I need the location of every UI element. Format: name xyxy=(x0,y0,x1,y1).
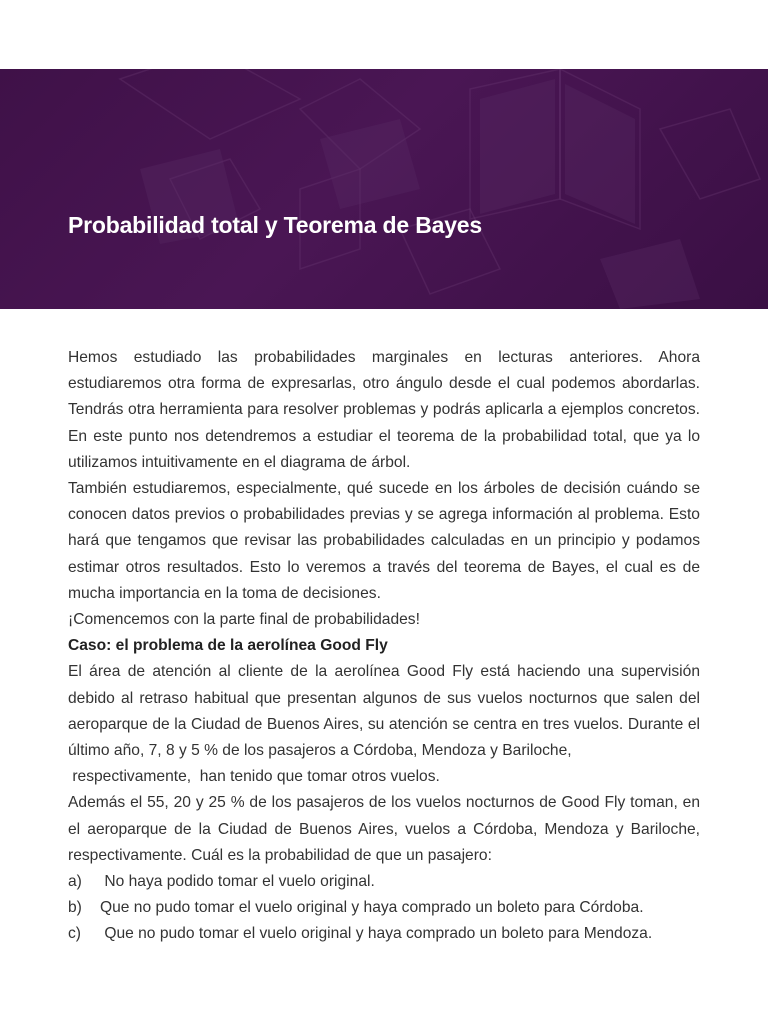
question-item-c xyxy=(68,921,700,947)
question-text-c: Que no pudo tomar el vuelo original y haya comprado un boleto para Mendoza. xyxy=(100,925,653,943)
question-text-a: No haya podido tomar el vuelo original. xyxy=(100,873,375,891)
closing-line: ¡Comencemos con la parte final de probabilidades! xyxy=(68,611,420,629)
question-marker-b: b) xyxy=(68,899,82,917)
case-paragraph-1-tail: respectivamente, han tenido que tomar otros vuelos. xyxy=(68,768,440,786)
question-text-b: Que no pudo tomar el vuelo original y haya comprado un boleto para Córdoba. xyxy=(100,899,644,917)
question-marker-c: c) xyxy=(68,925,81,943)
case-heading: Caso: el problema de la aerolínea Good Fly xyxy=(68,637,388,655)
intro-paragraph: Hemos estudiado las probabilidades marginales en lecturas anteriores. Ahora estudiaremos otra forma de expresarlas, otro ángulo desde el cual podemos abordarlas. Tendrás otra herramienta para resolver problemas y podrás aplicarla a ejemplos concretos. En este punto nos detendremos a estudiar el teorema de la probabilidad total, que ya lo utilizamos intuitivamente en el diagrama de árbol. xyxy=(68,349,700,471)
case-paragraph-2: Además el 55, 20 y 25 % de los pasajeros de los vuelos nocturnos de Good Fly toman, en el aeroparque de la Ciudad de Buenos Aires, vuelos a Córdoba, Mendoza y Bariloche, respectivamente. Cuál es la probabilidad de que un pasajero: xyxy=(68,794,700,864)
banner-background-art xyxy=(0,69,768,309)
document-body xyxy=(68,345,700,948)
question-marker-a: a) xyxy=(68,873,82,891)
header-banner xyxy=(0,69,768,309)
question-item-a xyxy=(68,869,700,895)
case-paragraph-1: El área de atención al cliente de la aerolínea Good Fly está haciendo una supervisión debido al retraso habitual que presentan algunos de sus vuelos nocturnos que salen del aeroparque de la Ciudad de Buenos Aires, su atención se centra en tres vuelos. Durante el último año, 7, 8 y 5 % de los pasajeros a Córdoba, Mendoza y Bariloche, xyxy=(68,663,700,760)
page-title: Probabilidad total y Teorema de Bayes xyxy=(68,212,482,238)
question-item-b xyxy=(68,895,700,921)
second-paragraph: También estudiaremos, especialmente, qué sucede en los árboles de decisión cuándo se conocen datos previos o probabilidades previas y se agrega información al problema. Esto hará que tengamos que revisar las probabilidades calculadas en un principio y podamos estimar otros resultados. Esto lo veremos a través del teorema de Bayes, el cual es de mucha importancia en la toma de decisiones. xyxy=(68,480,700,602)
